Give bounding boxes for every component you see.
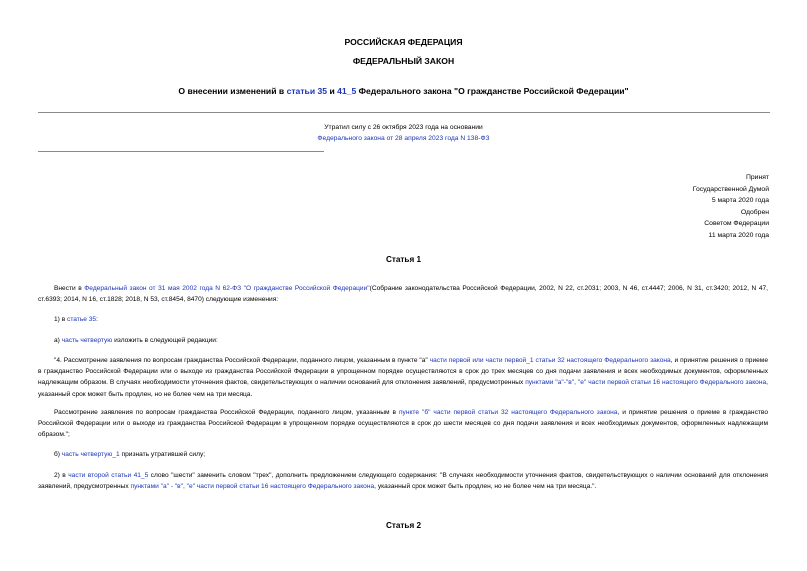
law-title-mid: и [327, 86, 338, 96]
link-part-four[interactable]: часть четвертую [61, 337, 113, 344]
item-text: 1) в [54, 316, 68, 323]
quote-text: Рассмотрение заявления по вопросам гражданства Российской Федерации, поданного лицом, указанным в [54, 409, 399, 416]
item-text: : [96, 316, 98, 323]
intro-text: Внести в [54, 285, 85, 292]
link-article-35[interactable]: статьи 35 [286, 86, 328, 96]
adoption-line: Советом Федерации [704, 220, 769, 228]
intro-text: (Собрание законодательства Российской Федерации, 2002, N 22, ст.2031; 2003, N 46, ст.4447; 2006, N 31, ст.3420; 2012, N 47, ст.6393; 2014, N 16, ст.1828; 2018, N 53, ст.8454, 8470) следующие изменения: [38, 285, 768, 304]
article-1-heading: Статья 1 [385, 255, 422, 264]
article-2-heading: Статья 2 [385, 521, 422, 530]
adoption-line: 5 марта 2020 года [711, 197, 769, 205]
adoption-block [693, 172, 769, 242]
item-text: б) [54, 451, 62, 458]
link-article-32-part-1[interactable]: части первой или части первой_1 статьи 32 настоящего Федерального закона [429, 357, 671, 364]
item-a [38, 335, 768, 346]
quote-text: "4. Рассмотрение заявления по вопросам гражданства Российской Федерации, поданного лицом, указанным в пункте "а" [54, 357, 430, 364]
item-2 [38, 470, 768, 492]
item-text: 2) в [54, 472, 69, 479]
quote-text: , указанный срок может быть продлен, но не более чем на три месяца. [38, 379, 768, 398]
item-1 [38, 314, 768, 325]
link-article-32-point-b[interactable]: пункте "б" части первой статьи 32 настоящего Федерального закона [398, 409, 618, 416]
status-note-link-row [0, 135, 807, 142]
quote-text: , и принятие решения о приеме в гражданство Российской Федерации или о выходе из гражданства Российской Федерации в упрощенном порядке осуществляются в срок до шести месяцев со дня подачи заявления и всех необходимых документов, оформленных надлежащим образом."; [38, 409, 768, 439]
item-b [38, 449, 768, 460]
status-note-line: Утратил силу с 26 октября 2023 года на основании [324, 124, 483, 131]
item-text: , указанный срок может быть продлен, но не более чем на три месяца.". [374, 483, 597, 491]
quote-text: , и принятие решения о приеме в гражданство Российской Федерации или о выходе из гражданства Российской Федерации в упрощенном порядке осуществляются в срок до трех месяцев со дня подачи заявления и всех необходимых документов, оформленных надлежащим образом. В случаях необходимости уточнения фактов, свидетельствующих о наличии оснований для отклонения заявлений, предусмотренных [38, 357, 769, 387]
note-divider [38, 151, 324, 152]
law-title-prefix: О внесении изменений в [178, 86, 287, 96]
link-part-four-1[interactable]: часть четвертую_1 [61, 451, 120, 458]
law-title-suffix: Федерального закона "О гражданстве Российской Федерации" [356, 86, 629, 96]
link-article-41-5[interactable]: 41_5 [337, 86, 357, 96]
link-federal-law-62[interactable]: Федеральный закон от 31 мая 2002 года N 62-ФЗ "О гражданстве Российской Федерации" [84, 285, 370, 292]
article-1-intro [38, 283, 768, 305]
country-heading: РОССИЙСКАЯ ФЕДЕРАЦИЯ [344, 37, 463, 47]
link-article-35-body[interactable]: статье 35 [67, 316, 97, 323]
quote-paragraph-1 [38, 355, 768, 400]
adoption-line: Государственной Думой [692, 185, 769, 193]
item-text: а) [54, 337, 62, 344]
adoption-line: Одобрен [740, 208, 769, 216]
title-divider [38, 112, 770, 113]
adoption-line: Принят [745, 174, 769, 181]
adoption-line: 11 марта 2020 года [708, 231, 769, 239]
link-repealing-law[interactable]: Федерального закона от 28 апреля 2023 года N 138-ФЗ [317, 135, 490, 142]
link-article-41-5-part-2[interactable]: части второй статьи 41_5 [68, 472, 149, 479]
item-text: признать утратившей силу; [119, 451, 206, 458]
law-type-heading: ФЕДЕРАЛЬНЫЙ ЗАКОН [352, 56, 455, 66]
quote-paragraph-2 [38, 407, 768, 441]
link-article-16-points-2[interactable]: пунктами "а" - "в", "е" части первой статьи 16 настоящего Федерального закона [130, 483, 375, 491]
item-text: слово "шести" заменить словом "трех", дополнить предложением следующего содержания: "В случаях необходимости уточнения фактов, свидетельствующих о наличии оснований для отклонения заявлений, предусмотренных [38, 472, 768, 491]
item-text: изложить в следующей редакции: [112, 337, 218, 344]
law-title [20, 86, 787, 96]
link-article-16-points[interactable]: пунктами "а"-"в", "е" части первой статьи 16 настоящего Федерального закона [525, 379, 767, 387]
